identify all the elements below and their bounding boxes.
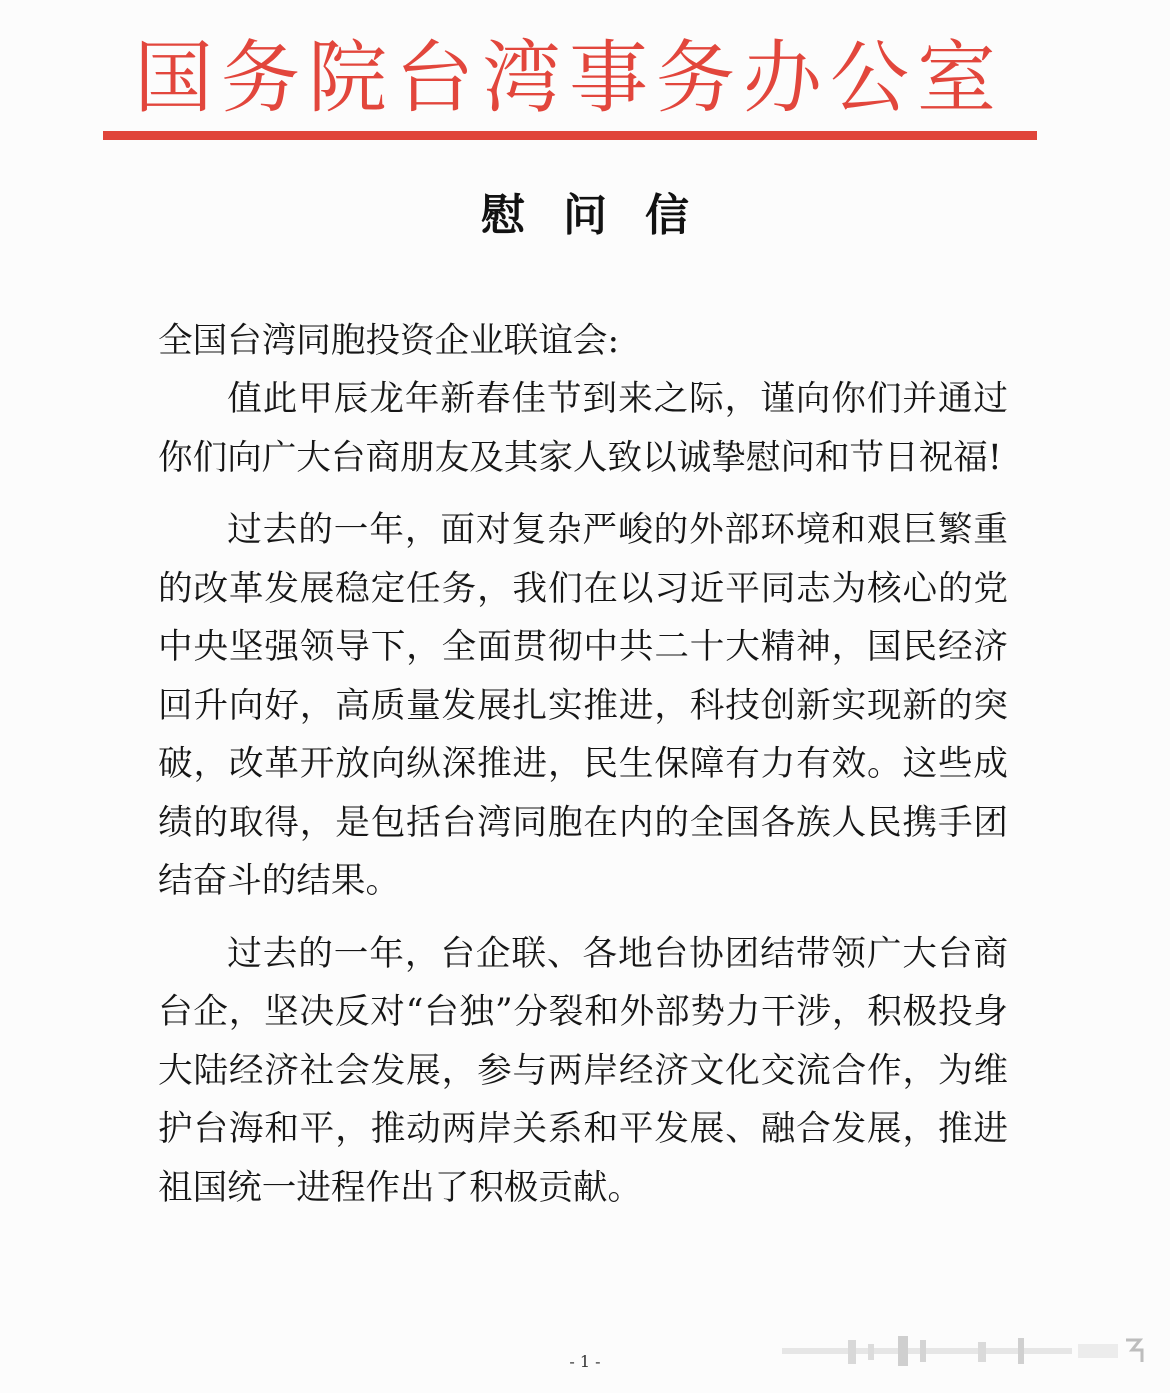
salutation: 全国台湾同胞投资企业联谊会: bbox=[158, 321, 620, 361]
page-number: - 1 - bbox=[569, 1352, 601, 1371]
document-title: 慰问信 bbox=[481, 190, 727, 241]
letter-body bbox=[158, 312, 1008, 1217]
letterhead-red-rule bbox=[103, 131, 1037, 140]
organization-name: 国务院台湾事务办公室 bbox=[134, 32, 1004, 124]
platform-watermark-graphic bbox=[778, 1330, 1152, 1374]
paragraph-review: 过去的一年，面对复杂严峻的外部环境和艰巨繁重的改革发展稳定任务，我们在以习近平同志为核心的党中央坚强领导下，全面贯彻中共二十大精神，国民经济回升向好，高质量发展扎实推进，科技创新实现新的突破，改革开放向纵深推进，民生保障有力有效。这些成绩的取得，是包括台湾同胞在内的全国各族人民携手团结奋斗的结果。 bbox=[158, 510, 1008, 901]
letterhead bbox=[100, 28, 1038, 128]
paragraph-contribution: 过去的一年，台企联、各地台协团结带领广大台商台企，坚决反对“台独”分裂和外部势力干涉，积极投身大陆经济社会发展，参与两岸经济文化交流合作，为维护台海和平，推动两岸关系和平发展、融合发展，推进祖国统一进程作出了积极贡献。 bbox=[158, 933, 1008, 1208]
paragraph-greeting: 值此甲辰龙年新春佳节到来之际，谨向你们并通过你们向广大台商朋友及其家人致以诚挚慰问和节日祝福! bbox=[158, 379, 1008, 478]
